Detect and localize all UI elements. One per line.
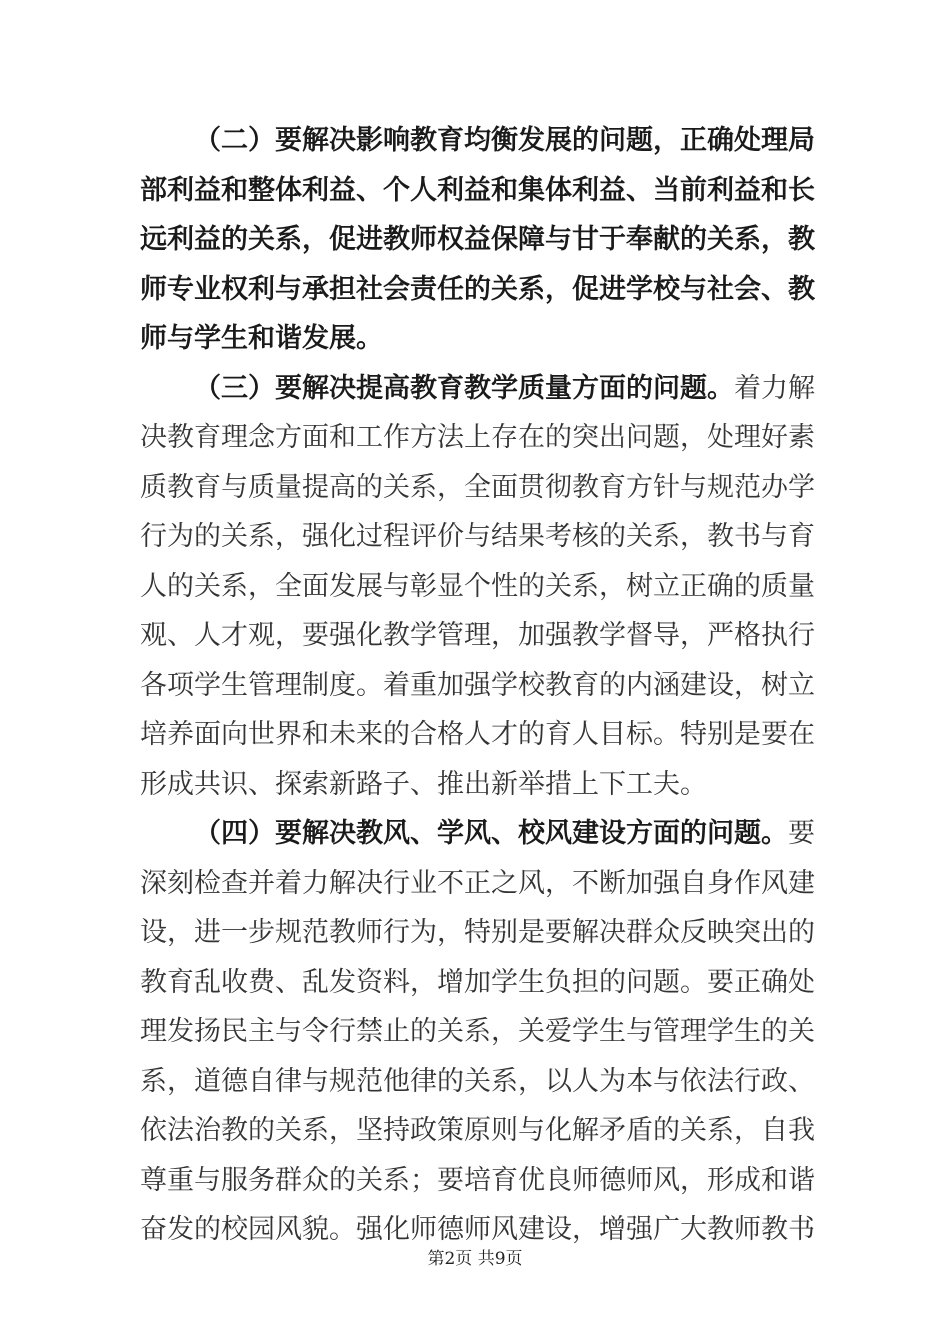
paragraph-heading: （三）要解决提高教育教学质量方面的问题。 <box>194 372 734 404</box>
paragraph-line <box>140 809 830 859</box>
paragraph-line: 设，进一步规范教师行为，特别是要解决群众反映突出的 <box>140 917 815 948</box>
paragraph-line: 观、人才观，要强化教学管理，加强教学督导，严格执行 <box>140 620 815 651</box>
paragraph-line: 部利益和整体利益、个人利益和集体利益、当前利益和长 <box>140 174 815 206</box>
paragraph-line: 尊重与服务群众的关系；要培育优良师德师风，形成和谐 <box>140 1164 815 1196</box>
paragraph-line: 远利益的关系，促进教师权益保障与甘于奉献的关系，教 <box>140 224 815 255</box>
paragraph-4 <box>140 809 830 1255</box>
paragraph-line <box>140 364 830 414</box>
paragraph-line: 各项学生管理制度。着重加强学校教育的内涵建设，树立 <box>140 669 815 701</box>
paragraph-line: 培养面向世界和未来的合格人才的育人目标。特别是要在 <box>140 719 815 750</box>
paragraph-text: 着力解 <box>734 372 815 404</box>
paragraph-line: 奋发的校园风貌。强化师德师风建设，增强广大教师教书 <box>140 1214 815 1245</box>
paragraph-line: 质教育与质量提高的关系，全面贯彻教育方针与规范办学 <box>140 471 815 503</box>
paragraph-line: 决教育理念方面和工作方法上存在的突出问题，处理好素 <box>140 422 815 453</box>
paragraph-text: 要 <box>788 818 815 849</box>
paragraph-line: 行为的关系，强化过程评价与结果考核的关系，教书与育 <box>140 521 815 552</box>
paragraph-line: 形成共识、探索新路子、推出新举措上下工夫。 <box>140 768 707 800</box>
paragraph-2 <box>140 116 830 364</box>
paragraph-line: 人的关系，全面发展与彰显个性的关系，树立正确的质量 <box>140 570 815 602</box>
paragraph-line: 深刻检查并着力解决行业不正之风，不断加强自身作风建 <box>140 867 815 899</box>
paragraph-line: 理发扬民主与令行禁止的关系，关爱学生与管理学生的关 <box>140 1016 815 1047</box>
document-body <box>140 116 830 1255</box>
paragraph-line: 师与学生和谐发展。 <box>140 323 383 354</box>
paragraph-line: 师专业权利与承担社会责任的关系，促进学校与社会、教 <box>140 273 815 305</box>
page-number-footer: 第2页 共9页 <box>427 1249 523 1269</box>
paragraph-line: 系，道德自律与规范他律的关系，以人为本与依法行政、 <box>140 1065 815 1097</box>
paragraph-heading: （四）要解决教风、学风、校风建设方面的问题。 <box>194 818 788 849</box>
paragraph-3 <box>140 364 830 810</box>
paragraph-line: 教育乱收费、乱发资料，增加学生负担的问题。要正确处 <box>140 966 815 998</box>
paragraph-line: （二）要解决影响教育均衡发展的问题，正确处理局 <box>194 125 815 156</box>
paragraph-line: 依法治教的关系，坚持政策原则与化解矛盾的关系，自我 <box>140 1115 815 1146</box>
